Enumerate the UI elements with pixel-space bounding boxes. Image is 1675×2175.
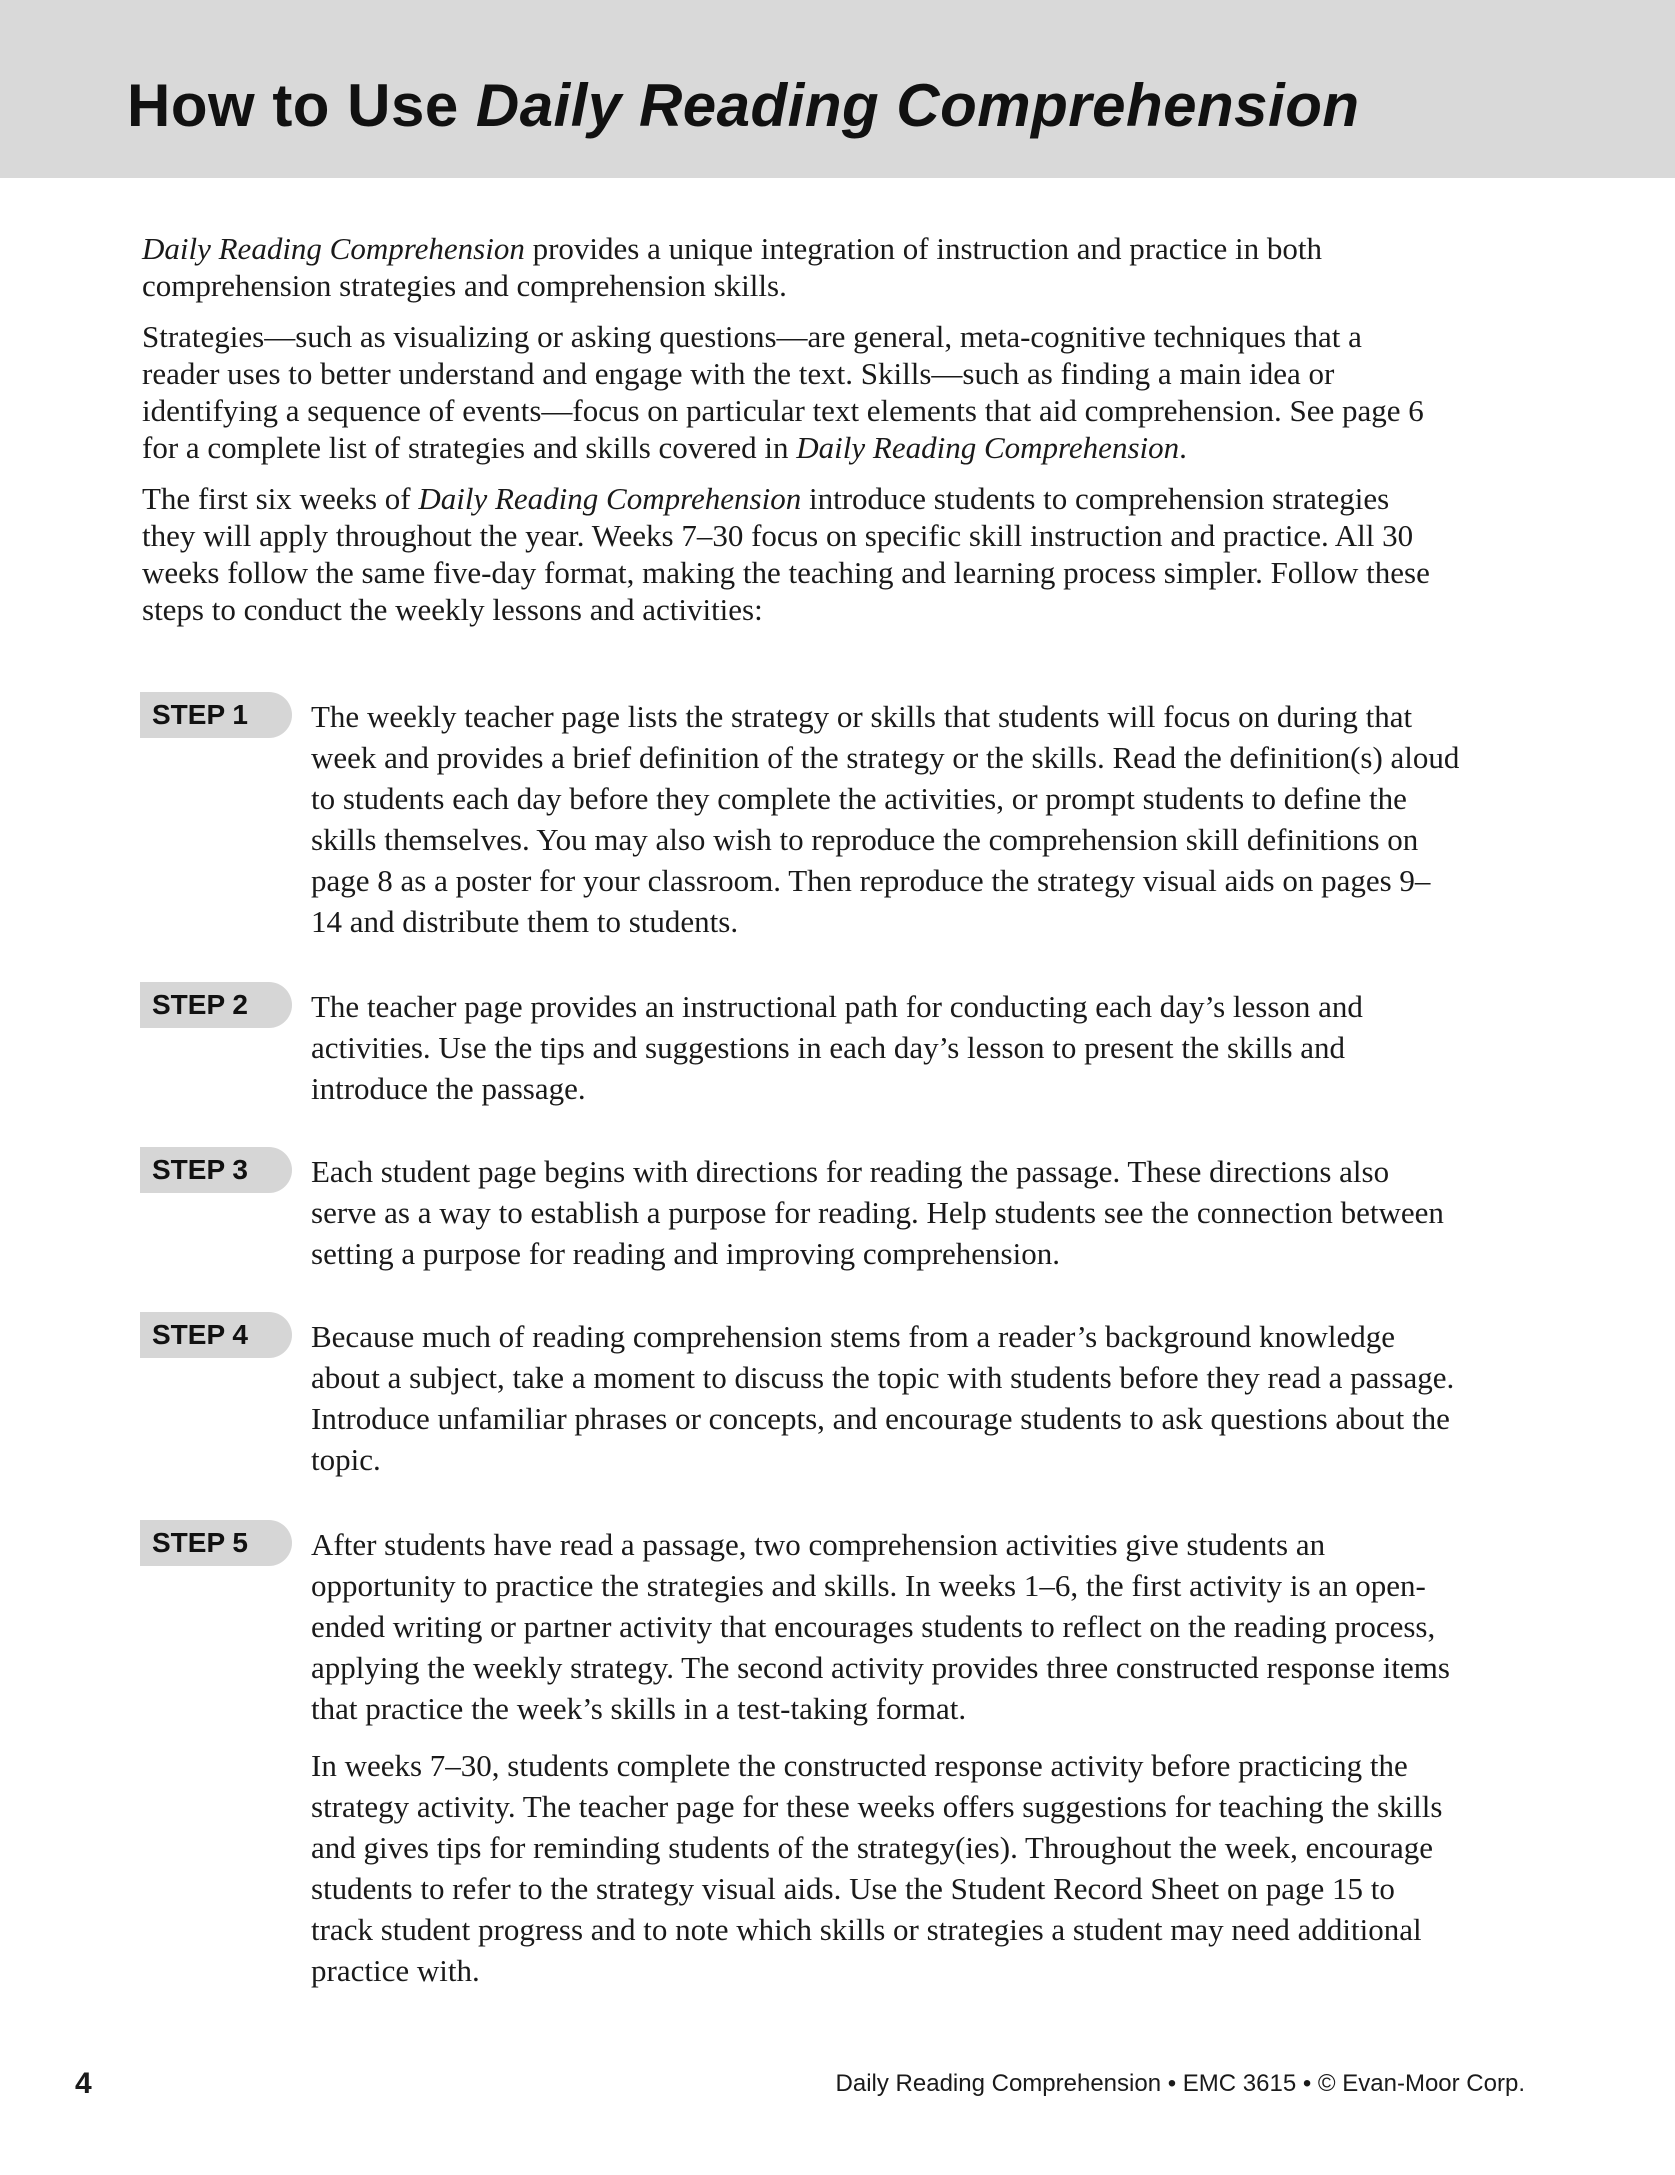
step-badge: STEP 1: [140, 692, 292, 738]
book-title: Daily Reading Comprehension: [142, 231, 525, 266]
intro-paragraph-3: [142, 480, 1442, 628]
book-title: Daily Reading Comprehension: [796, 430, 1180, 465]
step-paragraph: After students have read a passage, two comprehension activities give students an opportunity to practice the strategies and skills. In weeks 1–6, the first activity is an open-ended writing or partner activity that encourages students to reflect on the reading process, applying the weekly strategy. The second activity provides three constructed response items that practice the week’s skills in a test-taking format.: [311, 1527, 1450, 1726]
step-paragraph: Because much of reading comprehension stems from a reader’s background knowledge about a subject, take a moment to discuss the topic with students before they read a passage. Introduce unfamiliar phrases or concepts, and encourage students to ask questions about the topic.: [311, 1319, 1455, 1477]
step-paragraph: In weeks 7–30, students complete the constructed response activity before practicing the strategy activity. The teacher page for these weeks offers suggestions for teaching the skills and gives tips for reminding students of the strategy(ies). Throughout the week, encourage students to refer to the strategy visual aids. Use the Student Record Sheet on page 15 to track student progress and to note which skills or strategies a student may need additional practice with.: [311, 1748, 1443, 1988]
step-paragraph: The teacher page provides an instructional path for conducting each day’s lesson and activities. Use the tips and suggestions in each day’s lesson to present the skills and introduce the passage.: [311, 989, 1363, 1106]
intro-paragraph-2: [142, 318, 1442, 466]
step-text: [311, 1316, 1461, 1496]
intro-paragraph-1: [142, 230, 1442, 304]
step-text: [311, 986, 1461, 1125]
step-text: [311, 696, 1461, 958]
footer-credit: Daily Reading Comprehension • EMC 3615 • © Evan-Moor Corp.: [835, 2070, 1525, 2097]
step-badge: STEP 3: [140, 1147, 292, 1193]
intro-section: [142, 230, 1442, 642]
step-paragraph: Each student page begins with directions for reading the passage. These directions also serve as a way to establish a purpose for reading. Help students see the connection between setting a purpose for reading and improving comprehension.: [311, 1154, 1444, 1271]
title-italic: Daily Reading Comprehension: [475, 72, 1360, 139]
step-badge: STEP 4: [140, 1312, 292, 1358]
intro-text: The first six weeks of: [142, 481, 419, 516]
page-number: 4: [75, 2067, 92, 2100]
step-text: [311, 1524, 1461, 2007]
book-title: Daily Reading Comprehension: [418, 481, 802, 516]
step-paragraph: The weekly teacher page lists the strategy or skills that students will focus on during that week and provides a brief definition of the strategy or the skills. Read the definition(s) aloud to students each day before they complete the activities, or prompt students to define the skills themselves. You may also wish to reproduce the comprehension skill definitions on page 8 as a poster for your classroom. Then reproduce the strategy visual aids on pages 9–14 and distribute them to students.: [311, 699, 1460, 939]
step-badge: STEP 2: [140, 982, 292, 1028]
step-badge: STEP 5: [140, 1520, 292, 1566]
intro-text: introduce students to comprehension strategies they will apply throughout the year. Weeks 7–30 focus on specific skill instruction and practice. All 30 weeks follow the same five-day format, making the teaching and learning process simpler. Follow these steps to conduct the weekly lessons and activities:: [142, 481, 1430, 627]
step-text: [311, 1151, 1461, 1290]
intro-text: provides a unique integration of instruction and practice in both comprehension strategies and comprehension skills.: [142, 231, 1323, 303]
title-plain: How to Use: [127, 72, 476, 139]
page-title: [127, 66, 1360, 146]
intro-text: Strategies—such as visualizing or asking questions—are general, meta-cognitive techniques that a reader uses to better understand and engage with the text. Skills—such as finding a main idea or identifying a sequence of events—focus on particular text elements that aid comprehension. See page 6 for a complete list of strategies and skills covered in: [142, 319, 1424, 465]
intro-text: .: [1179, 430, 1187, 465]
